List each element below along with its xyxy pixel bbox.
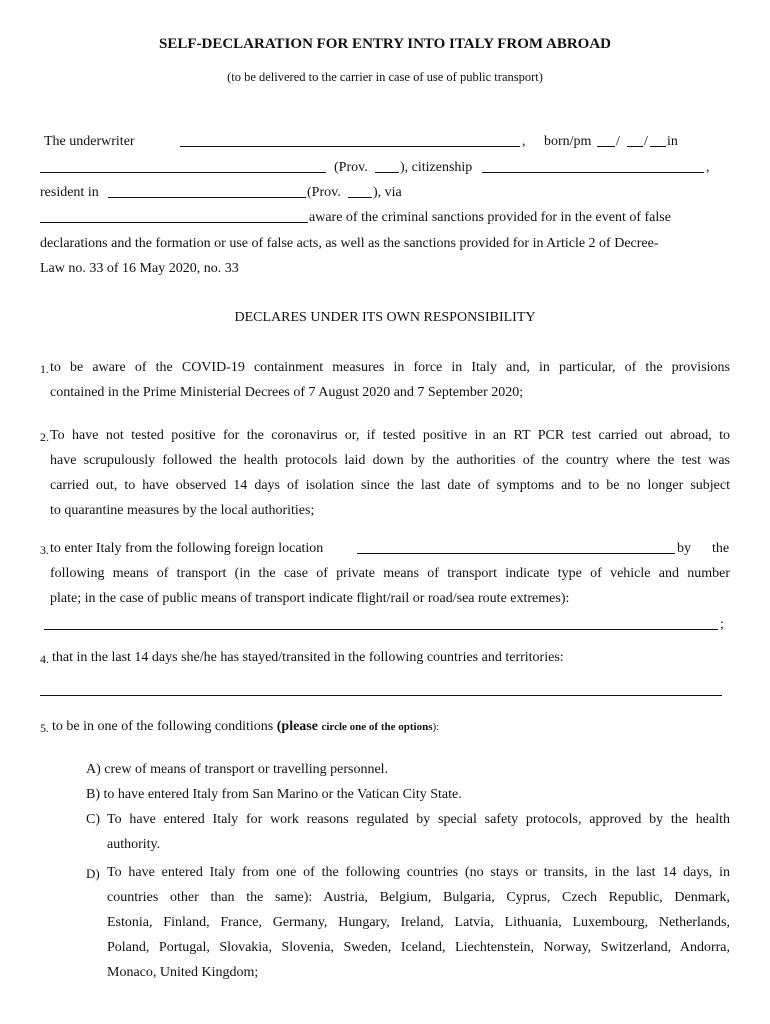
prov-label: (Prov.: [307, 185, 341, 200]
birth-province-field[interactable]: [375, 172, 399, 173]
item-5-text: to be in one of the following conditions: [52, 719, 274, 734]
via-label: ), via: [373, 185, 402, 200]
option-c-text: To have entered Italy for work reasons regulated by special safety protocols, approved by the health: [107, 812, 730, 827]
birth-year-field[interactable]: [650, 146, 666, 147]
document-title: SELF-DECLARATION FOR ENTRY INTO ITALY FROM ABROAD: [158, 36, 612, 52]
item-number: 5.: [40, 721, 49, 735]
option-d-text: To have entered Italy from one of the following countries (no stays or transits, in the last 14 days, in: [107, 865, 730, 880]
resident-label: resident in: [40, 185, 99, 200]
declares-heading: DECLARES UNDER ITS OWN RESPONSIBILITY: [234, 310, 536, 325]
item-2-text: carried out, to have observed 14 days of isolation since the last date of symptoms and to be no longer subject: [50, 478, 730, 493]
comma: ,: [522, 134, 526, 149]
item-number: 1.: [40, 362, 49, 376]
citizenship-field[interactable]: [482, 172, 704, 173]
underwriter-label: The underwriter: [44, 134, 135, 149]
residence-province-field[interactable]: [348, 197, 372, 198]
option-a[interactable]: [86, 761, 388, 779]
item-number: 2.: [40, 430, 49, 444]
option-b[interactable]: [86, 786, 462, 804]
residence-field[interactable]: [108, 197, 306, 198]
item-2-text: have scrupulously followed the health protocols laid down by the authorities of the country where the test was: [50, 453, 730, 468]
aware-text: aware of the criminal sanctions provided for in the event of false: [309, 210, 671, 225]
comma: ,: [706, 160, 710, 175]
item-5-text: [52, 718, 439, 736]
semicolon: ;: [720, 617, 724, 632]
intro-text: Law no. 33 of 16 May 2020, no. 33: [40, 261, 239, 276]
item-3-text: plate; in the case of public means of transport indicate flight/rail or road/sea route extremes):: [50, 591, 570, 606]
option-d-label[interactable]: D): [86, 866, 100, 881]
item-number: 3.: [40, 543, 49, 557]
item-4-text: that in the last 14 days she/he has stayed/transited in the following countries and territories:: [52, 650, 564, 665]
in-label: in: [667, 134, 678, 149]
item-3-text: following means of transport (in the case of private means of transport indicate type of vehicle and number: [50, 566, 730, 581]
option-text: crew of means of transport or travelling personnel.: [104, 762, 389, 777]
foreign-location-field[interactable]: [357, 553, 675, 554]
paren: ):: [432, 721, 440, 733]
intro-text: declarations and the formation or use of false acts, as well as the sanctions provided for in Article 2 of Decree-: [40, 236, 659, 251]
item-3-text: the: [712, 541, 730, 556]
option-d-text: Estonia, Finland, France, Germany, Hungary, Ireland, Latvia, Lithuania, Luxembourg, Netherlands,: [107, 915, 730, 930]
birth-day-field[interactable]: [597, 146, 615, 147]
please-text: please: [281, 719, 318, 734]
document-subtitle: (to be delivered to the carrier in case of use of public transport): [227, 70, 543, 84]
item-number: 4.: [40, 652, 49, 666]
option-d-text: countries other than the same): Austria, Belgium, Bulgaria, Cyprus, Czech Republic, Denmark,: [107, 890, 730, 905]
option-label: B): [86, 787, 100, 802]
date-slash: /: [644, 134, 648, 149]
item-3-text: by: [677, 541, 691, 556]
born-label: born/pm: [544, 134, 592, 149]
citizenship-label: ), citizenship: [400, 160, 473, 175]
option-text: to have entered Italy from San Marino or the Vatican City State.: [103, 787, 462, 802]
name-field[interactable]: [180, 146, 520, 147]
birth-month-field[interactable]: [627, 146, 643, 147]
option-c-label[interactable]: C): [86, 812, 100, 827]
option-c-text: authority.: [107, 837, 161, 852]
paren: (: [276, 719, 282, 734]
transport-means-field[interactable]: [44, 629, 718, 630]
item-3-text: to enter Italy from the following foreign location: [50, 541, 324, 556]
item-1-text: to be aware of the COVID-19 containment measures in force in Italy and, in particular, of the provisions: [50, 360, 730, 375]
prov-label: (Prov.: [334, 160, 368, 175]
item-2-text: To have not tested positive for the coronavirus or, if tested positive in an RT PCR test carried out abroad, to: [50, 428, 730, 443]
item-1-text: contained in the Prime Ministerial Decrees of 7 August 2020 and 7 September 2020;: [50, 385, 524, 400]
date-slash: /: [616, 134, 620, 149]
option-d-text: Poland, Portugal, Slovakia, Slovenia, Sweden, Iceland, Liechtenstein, Norway, Switzerland, Andorra,: [107, 940, 730, 955]
birthplace-field[interactable]: [40, 172, 326, 173]
countries-field[interactable]: [40, 695, 722, 696]
address-field[interactable]: [40, 222, 308, 223]
option-label: A): [86, 762, 101, 777]
option-d-text: Monaco, United Kingdom;: [107, 965, 259, 980]
circle-instruction: circle one of the options: [321, 721, 433, 733]
item-2-text: to quarantine measures by the local authorities;: [50, 503, 315, 518]
